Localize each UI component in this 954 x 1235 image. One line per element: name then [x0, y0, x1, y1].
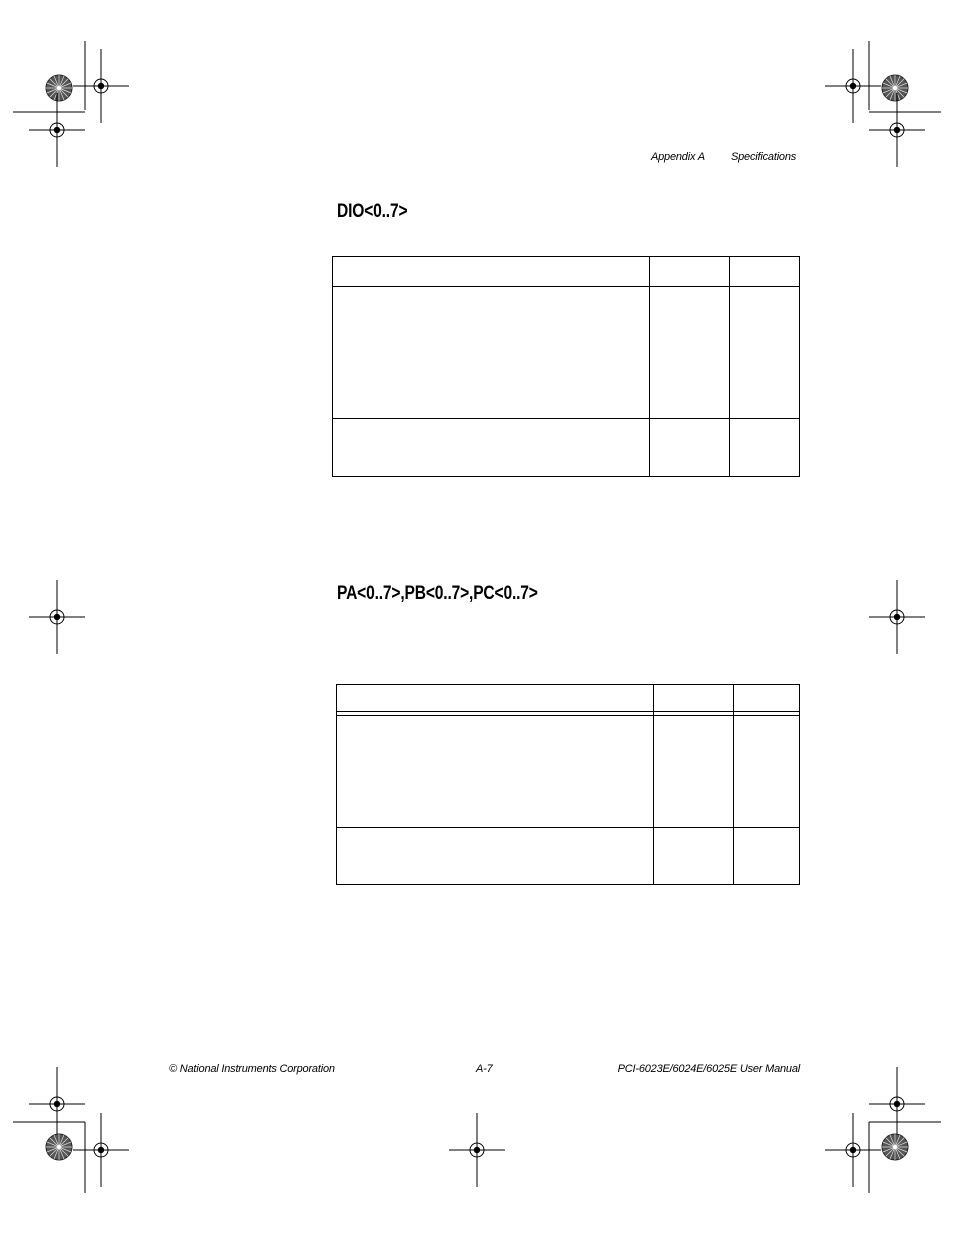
section-heading-dio: DIO<0..7> [337, 201, 408, 222]
footer-manual-title: PCI-6023E/6024E/6025E User Manual [617, 1063, 800, 1075]
table-column-divider [649, 257, 650, 476]
table-row-divider [337, 827, 799, 828]
section-heading-ports: PA<0..7>,PB<0..7>,PC<0..7> [337, 583, 538, 604]
table-header-rule [337, 711, 799, 712]
header-title: Specifications [731, 151, 797, 163]
table-ports [336, 684, 800, 885]
footer-copyright: © National Instruments Corporation [169, 1063, 335, 1075]
table-column-divider [653, 685, 654, 884]
header-section: Appendix A [651, 151, 705, 163]
footer-page-number: A-7 [476, 1063, 493, 1075]
table-column-divider [733, 685, 734, 884]
table-dio [332, 256, 800, 477]
table-header-rule-double [337, 715, 799, 716]
table-column-divider [729, 257, 730, 476]
